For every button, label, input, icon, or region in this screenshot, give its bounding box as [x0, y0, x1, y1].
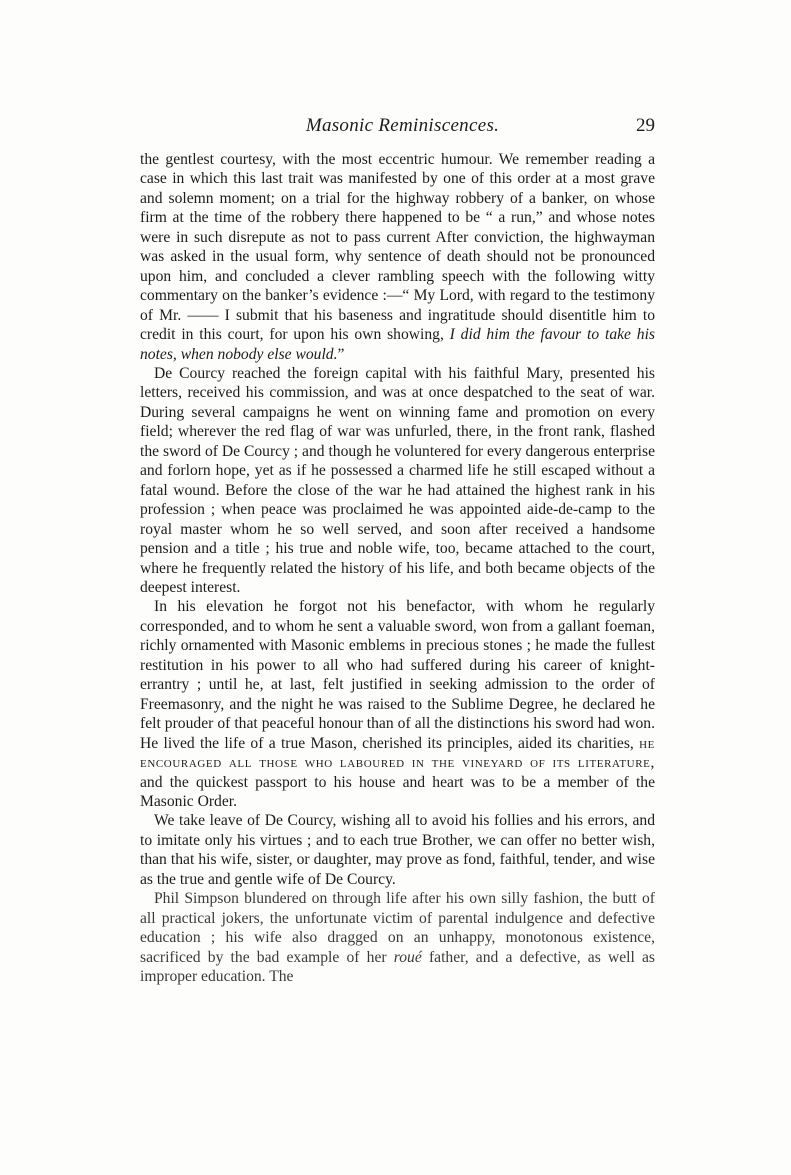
paragraph-1-italic-quote: I did him the favour to take his notes, when nobody else would.: [140, 326, 655, 363]
paragraph-5-italic-word: roué: [393, 948, 422, 966]
paragraph-5-text: Phil Simpson blundered on through life after his own silly fashion, the butt of all practical jokers, the unfortunate victim of parental indulgence and defective education ; his wife also dragged on an unhappy, monotonous existence, sacrificed by the bad example of her: [140, 890, 655, 966]
paragraph-2: De Courcy reached the foreign capital with his faithful Mary, presented his letters, received his commission, and was at once despatched to the seat of war. During several campaigns he went on winning fame and promotion on every field; wherever the red flag of war was unfurled, there, in the front rank, flashed the sword of De Courcy ; and though he voluntered for every dangerous enterprise and forlorn hope, yet as if he possessed a charmed life he still escaped without a fatal wound. Before the close of the war he had attained the highest rank in his profession ; when peace was proclaimed he was appointed aide-de-camp to the royal master whom he so well served, and soon after received a handsome pension and a title ; his true and noble wife, too, became attached to the court, where he frequently related the history of his life, and both became objects of the deepest interest.: [140, 364, 655, 596]
paragraph-3-small-caps: he encouraged all those who laboured in the vineyard of its literature,: [140, 734, 655, 772]
paragraph-4: We take leave of De Courcy, wishing all to avoid his follies and his errors, and to imitate only his virtues ; and to each true Brother, we can offer no better wish, than that his wife, sister, or daughter, may prove as fond, faithful, tender, and wise as the true and gentle wife of De Courcy.: [140, 812, 655, 888]
paragraph-1-closing-quote: ”: [337, 345, 345, 363]
paragraph-3-end: and the quickest passport to his house and heart was to be a member of the Masonic Order.: [140, 773, 655, 810]
paragraph-3: [140, 597, 655, 811]
paragraph-1-text: the gentlest courtesy, with the most eccentric humour. We remember reading a case in which this last trait was manifested by one of this order at a most grave and solemn moment; on a trial for the highway robbery of a banker, on whose firm at the time of the robbery there happened to be “ a run,” and whose notes were in such disrepute as not to pass current After conviction, the highwayman was asked in the usual form, why sentence of death should not be pronounced upon him, and concluded a clever rambling speech with the following witty commentary on the banker’s evidence :—“ My Lord, with regard to the testimony of Mr. —— I submit that his baseness and ingratitude should disentitle him to credit in this court, for upon his own showing,: [140, 151, 655, 344]
paragraph-3-text: In his elevation he forgot not his benefactor, with whom he regularly corresponded, and to whom he sent a valuable sword, won from a gallant foeman, richly ornamented with Masonic emblems in precious stones ; he made the fullest restitution in his power to all who had suffered during his career of knight-errantry ; until he, at last, felt justified in seeking admission to the order of Freemasonry, and the night he was raised to the Sublime Degree, he declared he felt prouder of that peaceful honour than of all the distinctions his sword had won. He lived the life of a true Mason, cherished its principles, aided its charities,: [140, 598, 655, 752]
page-number: 29: [636, 115, 655, 136]
running-title: Masonic Reminiscences.: [305, 115, 500, 136]
paragraph-5: [140, 889, 655, 986]
running-head: [150, 115, 655, 139]
paragraph-5-end: father, and a defective, as well as improper education. The: [140, 948, 655, 986]
paragraph-1: [140, 150, 655, 364]
body-text: [140, 150, 655, 986]
